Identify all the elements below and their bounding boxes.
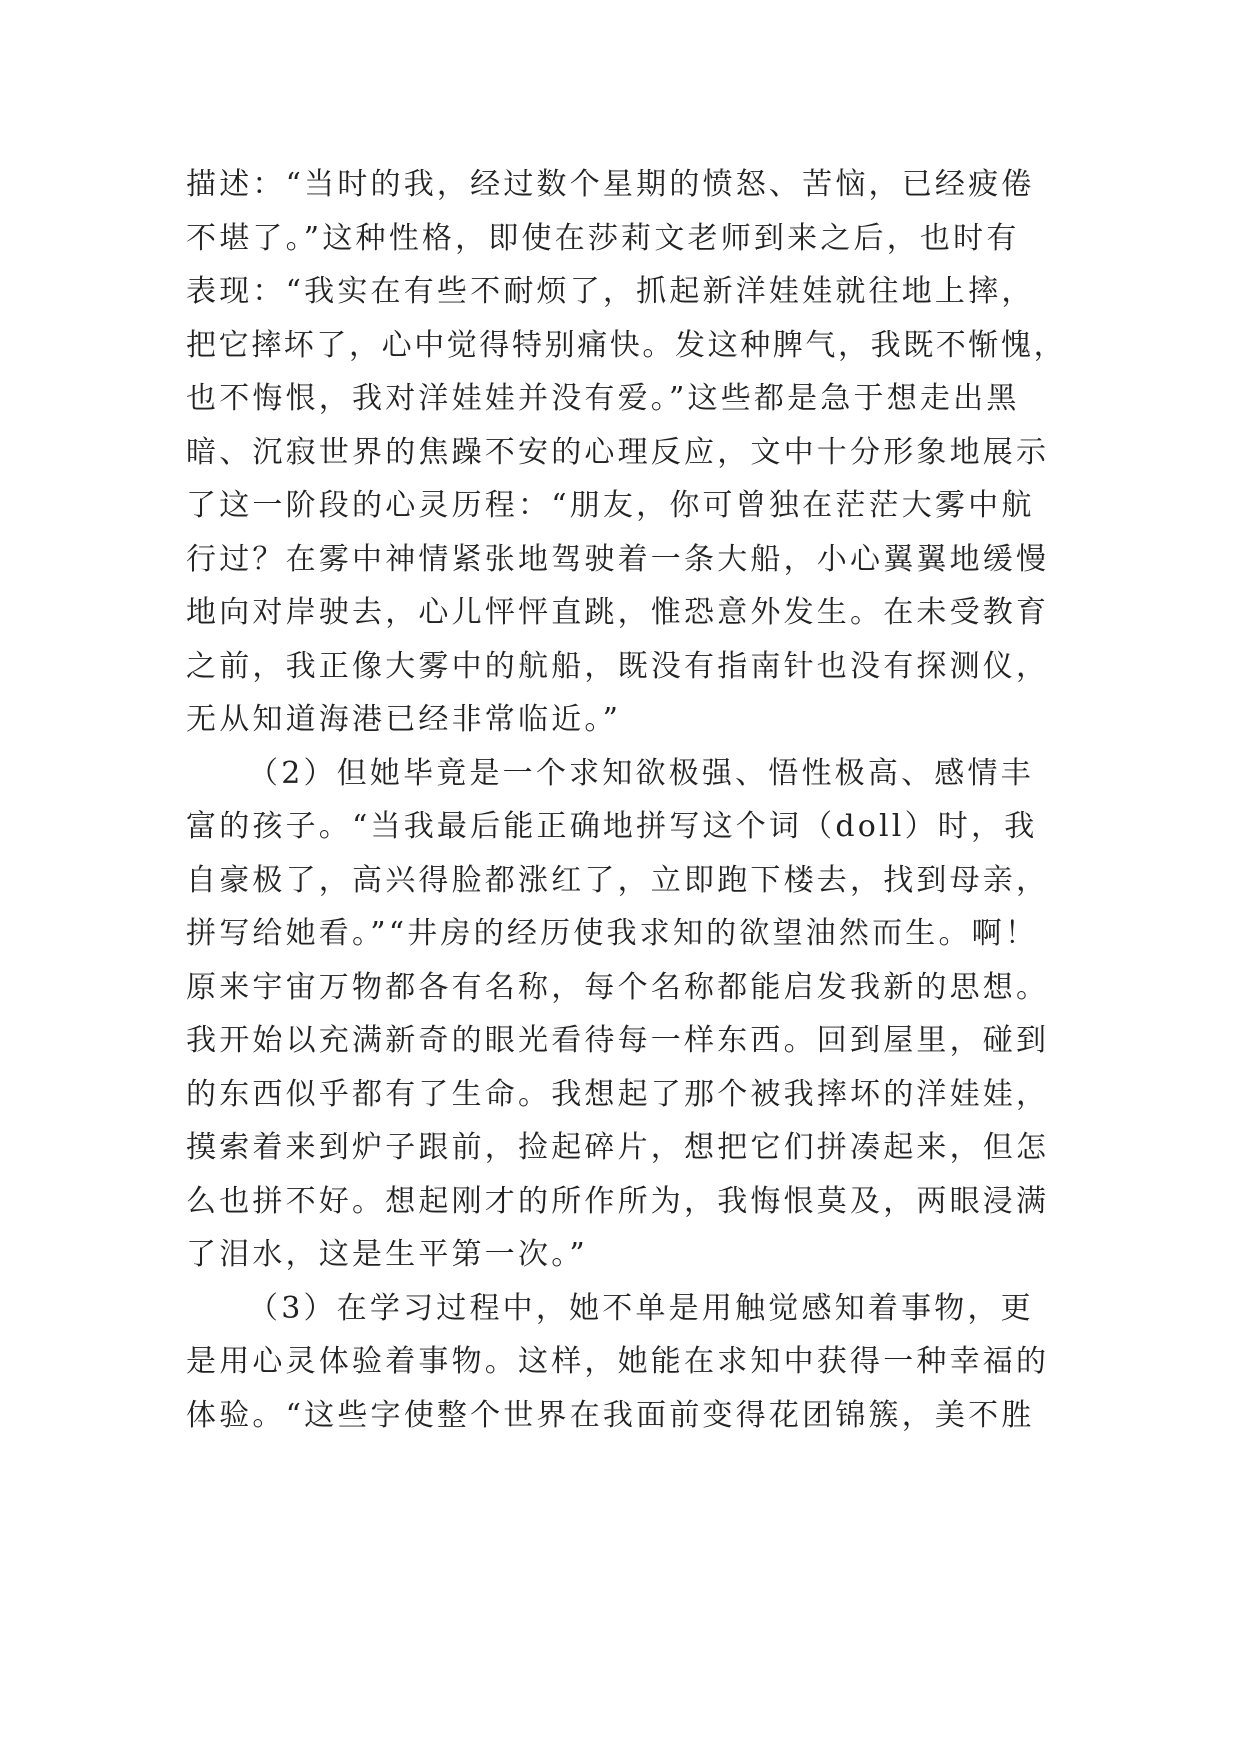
text-line: 表现：“我实在有些不耐烦了，抓起新洋娃娃就往地上摔，: [186, 274, 1035, 309]
text-line: 也不悔恨，我对洋娃娃并没有爱。”这些都是急于想走出黑: [186, 381, 1020, 416]
text-line: 描述：“当时的我，经过数个星期的愤怒、苦恼，已经疲倦: [186, 167, 1035, 202]
text-line: 把它摔坏了，心中觉得特别痛快。发这种脾气，我既不惭愧，: [186, 327, 1067, 363]
text-line: 拼写给她看。”“井房的经历使我求知的欲望油然而生。啊！: [186, 916, 1039, 951]
text-line: 摸索着来到炉子跟前，捡起碎片，想把它们拼凑起来，但怎: [186, 1130, 1050, 1165]
text-line: 么也拼不好。想起刚才的所作所为，我悔恨莫及，两眼浸满: [186, 1183, 1050, 1219]
text-line: 我开始以充满新奇的眼光看待每一样东西。回到屋里，碰到: [186, 1023, 1050, 1058]
text-line: 原来宇宙万物都各有名称，每个名称都能启发我新的思想。: [186, 969, 1050, 1005]
text-line: 体验。“这些字使整个世界在我面前变得花团锦簇，美不胜: [186, 1397, 1035, 1433]
paragraph-start-line: （2）但她毕竟是一个求知欲极强、悟性极高、感情丰: [248, 755, 1034, 791]
text-line: 无从知道海港已经非常临近。”: [186, 702, 622, 737]
text-line: 之前，我正像大雾中的航船，既没有指南针也没有探测仪，: [186, 648, 1050, 684]
text-line: 不堪了。”这种性格，即使在莎莉文老师到来之后，也时有: [186, 220, 1020, 256]
text-line: 富的孩子。“当我最后能正确地拼写这个词（doll）时，我: [186, 809, 1038, 844]
body-text: [186, 158, 1066, 1442]
text-line: 了泪水，这是生平第一次。”: [186, 1237, 588, 1272]
text-line: 是用心灵体验着事物。这样，她能在求知中获得一种幸福的: [186, 1344, 1050, 1379]
paragraph-start-line: （3）在学习过程中，她不单是用触觉感知着事物，更: [248, 1290, 1034, 1326]
text-line: 了这一阶段的心灵历程：“朋友，你可曾独在茫茫大雾中航: [186, 488, 1035, 523]
text-line: 行过？在雾中神情紧张地驾驶着一条大船，小心翼翼地缓慢: [186, 541, 1050, 577]
text-line: 的东西似乎都有了生命。我想起了那个被我摔坏的洋娃娃，: [186, 1076, 1050, 1112]
text-line: 暗、沉寂世界的焦躁不安的心理反应，文中十分形象地展示: [186, 434, 1050, 470]
text-line: 自豪极了，高兴得脸都涨红了，立即跑下楼去，找到母亲，: [186, 862, 1050, 898]
text-line: 地向对岸驶去，心儿怦怦直跳，惟恐意外发生。在未受教育: [186, 595, 1050, 630]
